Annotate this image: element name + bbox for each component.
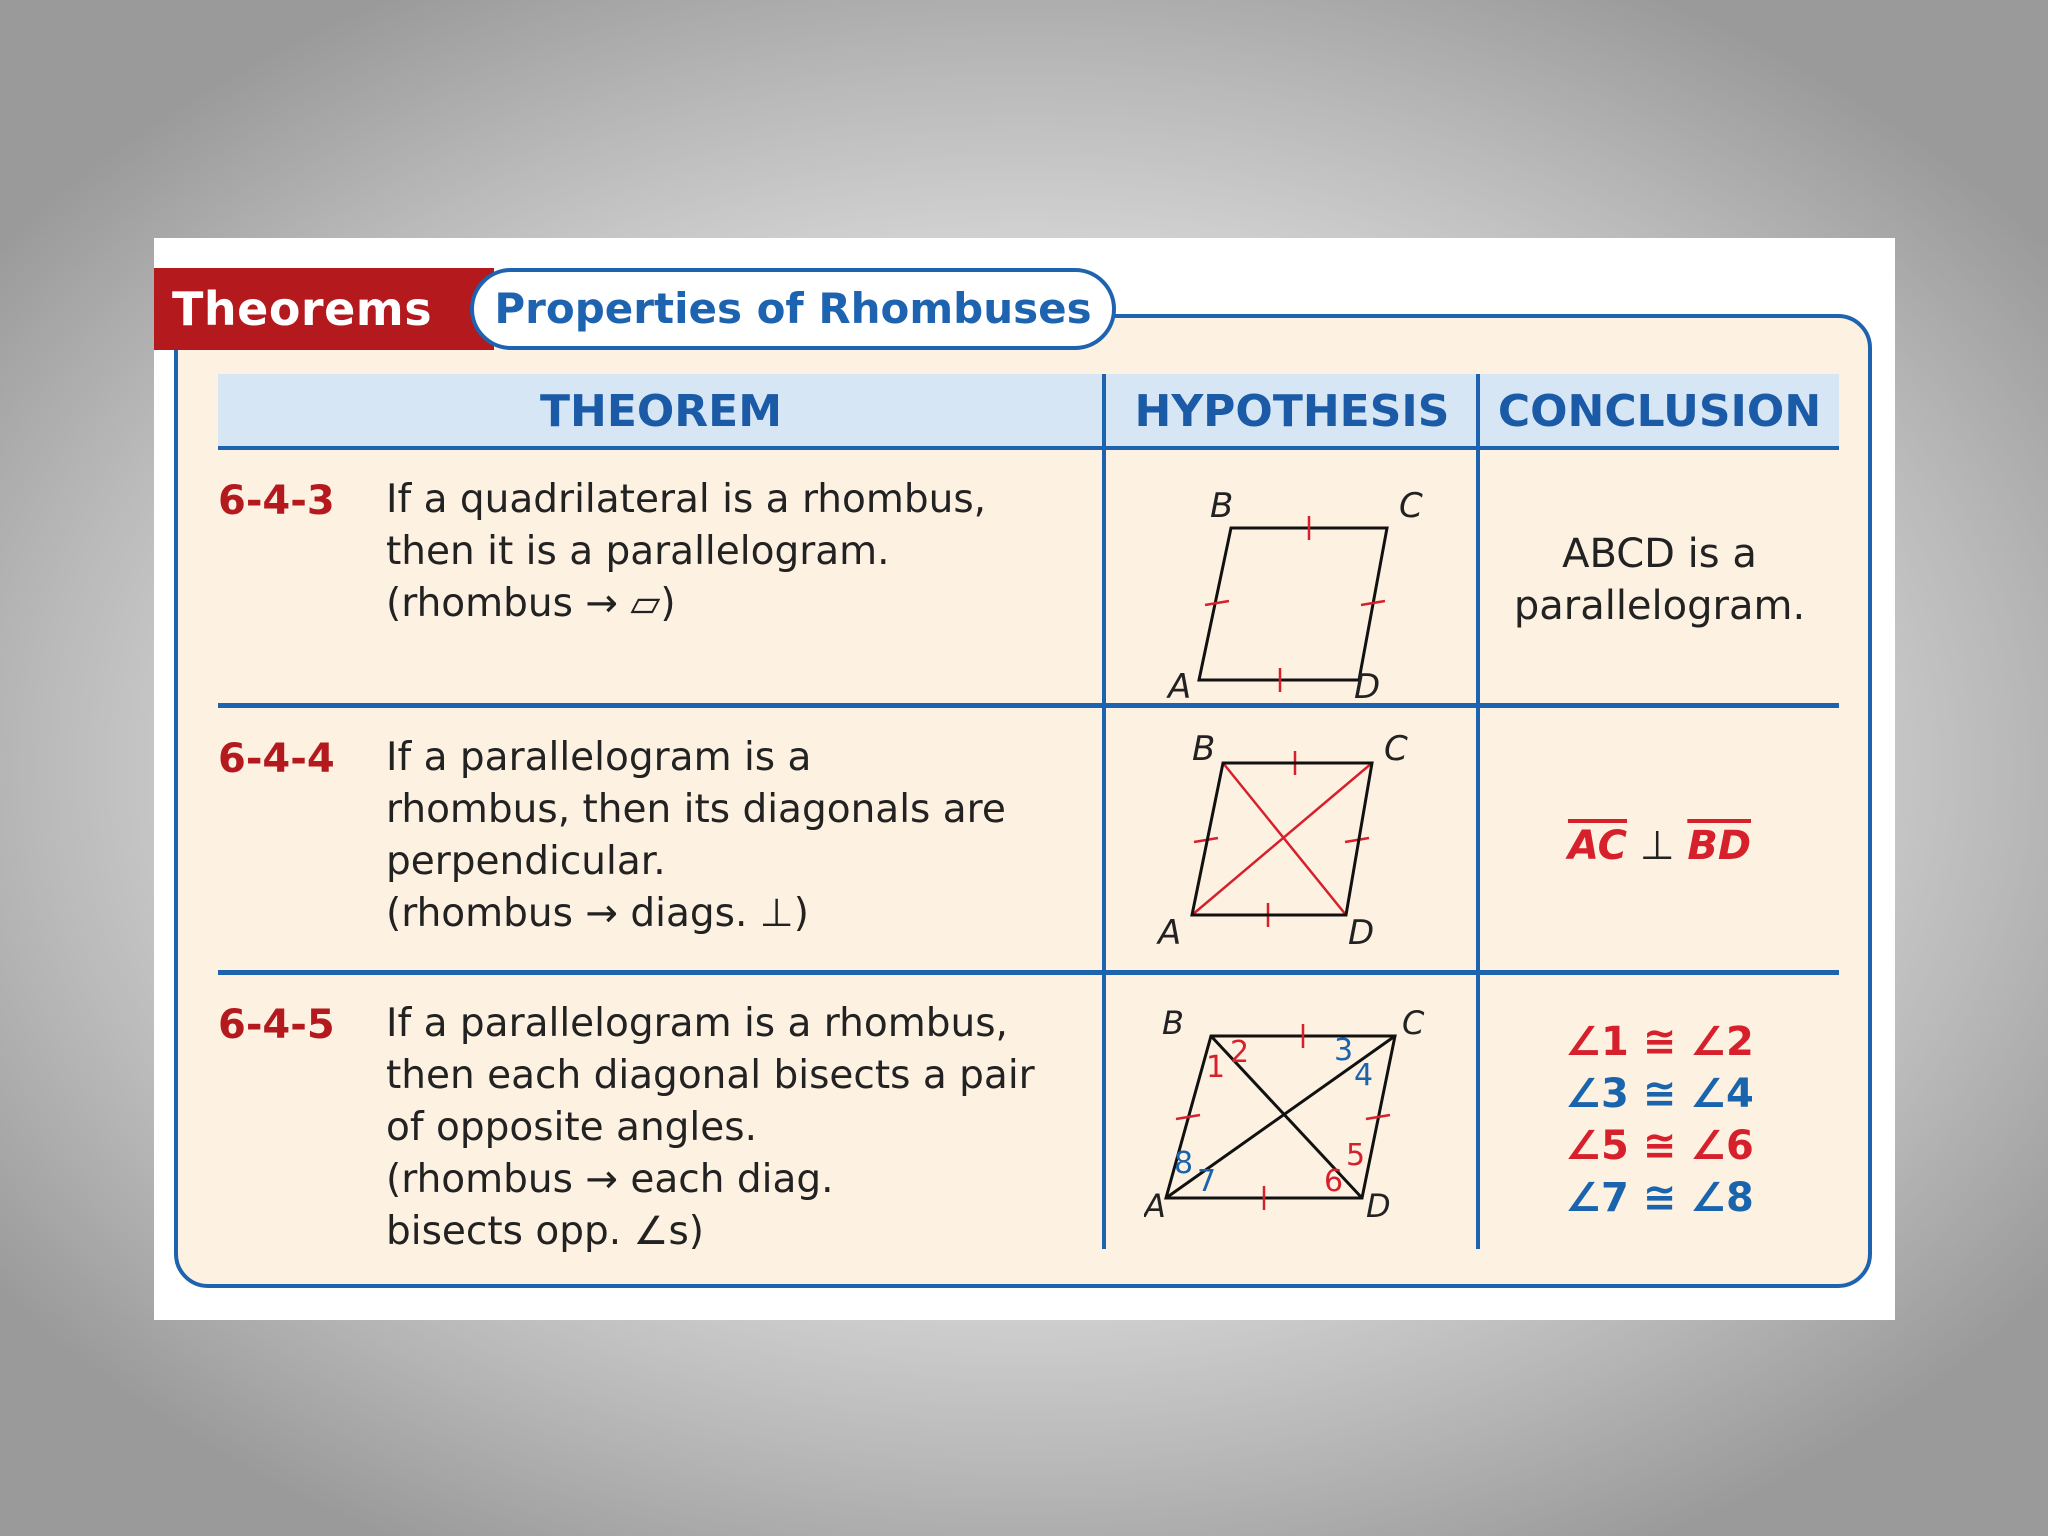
theorem-text: If a parallelogram is a rhombus, then each diagonal bisects a pair of opposite angles. (rhombus → each diag. bisects opp. ∠s) (386, 1001, 1035, 1254)
rhombus-diagonals-figure (1144, 726, 1454, 966)
rhombus-figure (1154, 458, 1454, 698)
angle-label: 4 (1354, 1058, 1374, 1093)
vertex-label: B (1192, 729, 1216, 769)
angle-label: 2 (1230, 1035, 1250, 1070)
angle-label: 3 (1334, 1033, 1354, 1068)
vertex-label: C (1384, 729, 1408, 769)
row-divider (218, 970, 1839, 975)
vertex-label: D (1348, 913, 1375, 953)
conclusion: ∠1 ≅ ∠2 ∠3 ≅ ∠4 ∠5 ≅ ∠6 ∠7 ≅ ∠8 (1565, 1019, 1754, 1221)
vertex-label: A (1158, 913, 1182, 953)
vertex-label: A (1144, 1187, 1166, 1225)
column-divider (1102, 374, 1106, 1249)
vertex-label: C (1399, 486, 1423, 526)
angle-label: 5 (1346, 1138, 1366, 1173)
vertex-label: A (1168, 667, 1192, 698)
vertex-label: C (1402, 1004, 1425, 1042)
vertex-label: B (1210, 486, 1234, 526)
vertex-label: D (1354, 667, 1381, 698)
header-theorem: THEOREM (539, 386, 783, 437)
page-title: Properties of Rhombuses (470, 268, 1116, 350)
theorems-tab: Theorems (154, 268, 494, 350)
theorem-number: 6-4-4 (218, 736, 335, 782)
row-divider (218, 703, 1839, 708)
header-hypothesis: HYPOTHESIS (1134, 386, 1450, 437)
theorem-text: If a parallelogram is a rhombus, then its diagonals are perpendicular. (rhombus → diags. ⊥) (386, 735, 1006, 936)
angle-label: 6 (1324, 1164, 1344, 1199)
header-conclusion: CONCLUSION (1497, 386, 1822, 437)
slide (154, 238, 1895, 1320)
angle-label: 1 (1206, 1050, 1226, 1085)
conclusion: ABCD is a parallelogram. (1513, 531, 1806, 629)
conclusion: $\overline{AC}$ ⊥ $\overline{BD}$ (1567, 823, 1752, 869)
theorem-text: If a quadrilateral is a rhombus, then it is a parallelogram. (rhombus → ▱) (386, 477, 987, 626)
angle-label: 8 (1174, 1146, 1194, 1181)
angle-label: 7 (1197, 1164, 1217, 1199)
theorem-number: 6-4-5 (218, 1002, 335, 1048)
vertex-label: D (1366, 1187, 1391, 1225)
rhombus-angles-figure (1144, 993, 1454, 1243)
theorem-number: 6-4-3 (218, 478, 335, 524)
vertex-label: B (1162, 1004, 1184, 1042)
